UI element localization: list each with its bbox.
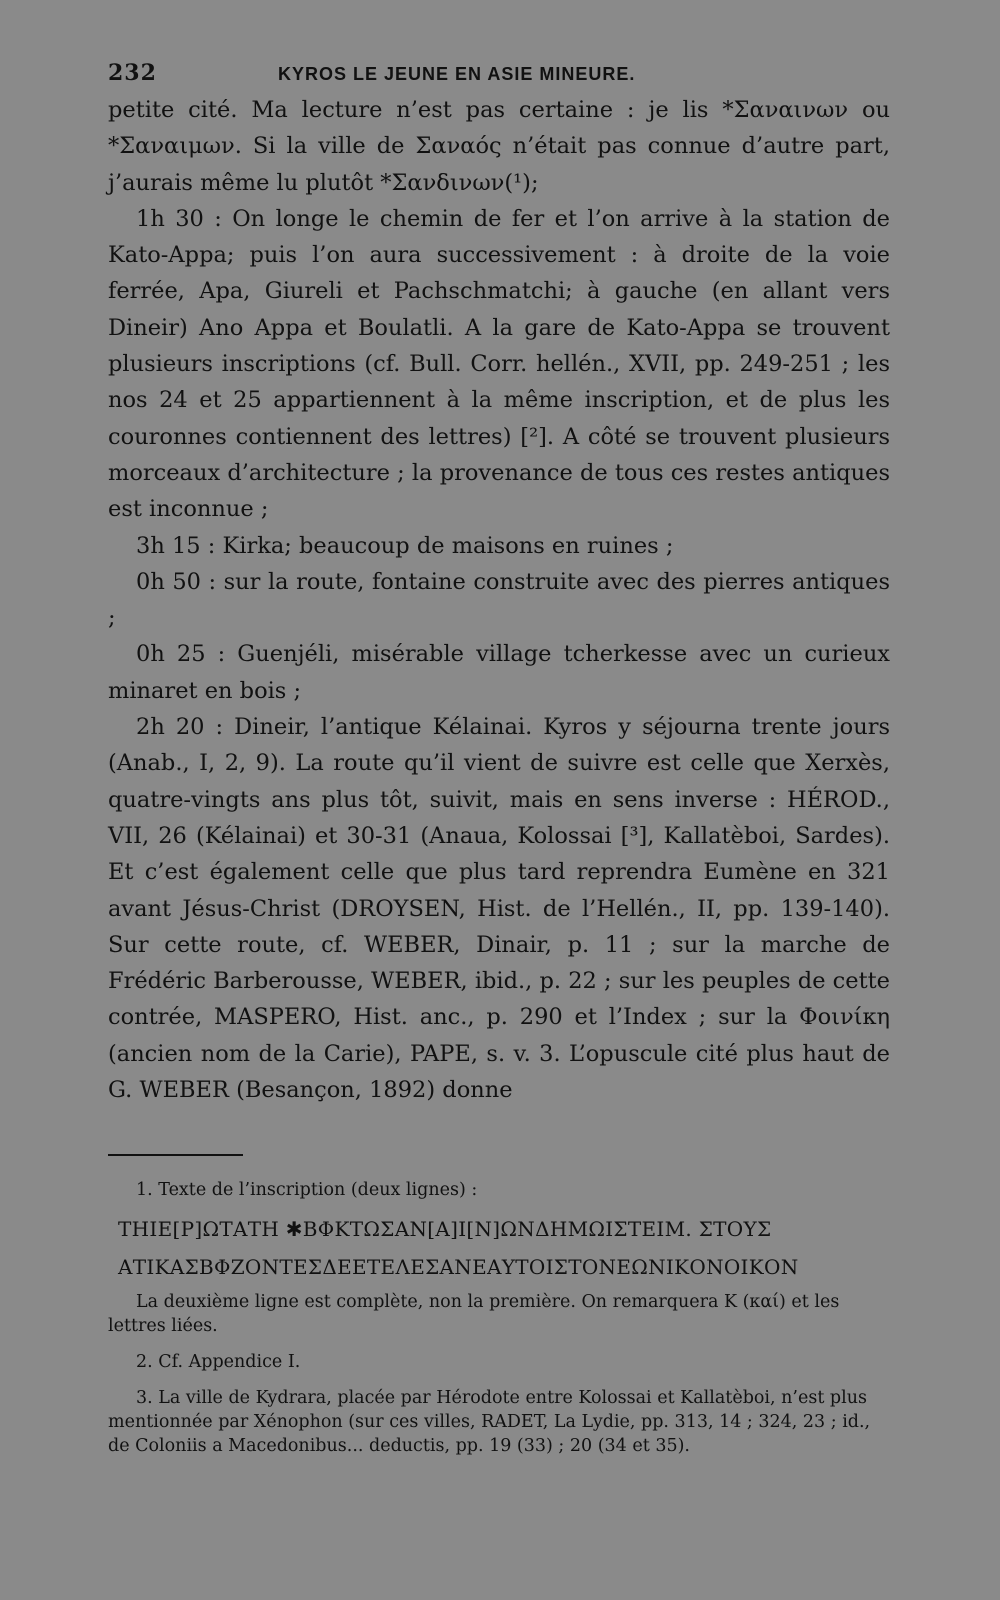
footnote-1-note: La deuxième ligne est complète, non la première. On remarquera Κ (καί) et les lettres liées. — [108, 1292, 840, 1337]
running-head — [108, 52, 890, 92]
paragraph: 3h 15 : Kirka; beaucoup de maisons en ruines ; — [136, 532, 674, 559]
running-title: KYROS LE JEUNE EN ASIE MINEURE. — [278, 64, 636, 84]
footnote-1-intro: 1. Texte de l’inscription (deux lignes) : — [136, 1180, 478, 1201]
footnote-2: 2. Cf. Appendice I. — [136, 1352, 301, 1373]
paragraph: petite cité. Ma lecture n’est pas certaine : je lis *Σαναινων ou *Σαναιμων. Si la ville de Σαναός n’était pas connue d’autre part, j’aurais même lu plutôt *Σανδινων(¹); — [108, 97, 890, 196]
main-text — [108, 92, 890, 1108]
inscription-line-2: ΑΤΙΚΑΣΒΦΖΟΝΤΕΣΔΕΕΤΕΛΕΣΑΝΕΑΥΤΟΙΣΤΟΝΕΩΝΙΚΟΝΟΙΚΟΝ — [118, 1255, 799, 1280]
inscription-line-1: ΤΗΙΕ[Ρ]ΩΤΑΤΗ ✱ΒΦΚΤΩΣΑΝ[Α]Ι[Ν]ΩΝΔΗΜΩΙΣΤΕΙΜ. ΣΤΟΥΣ — [118, 1217, 772, 1242]
footnote-separator — [108, 1154, 243, 1156]
paragraph: 0h 25 : Guenjéli, misérable village tcherkesse avec un curieux minaret en bois ; — [108, 641, 890, 704]
footnotes — [108, 1178, 890, 1458]
paragraph: 2h 20 : Dineir, l’antique Kélainai. Kyros y séjourna trente jours (Anab., I, 2, 9). La route qu’il vient de suivre est celle que Xerxès, quatre-vingts ans plus tôt, suivit, mais en sens inverse : HÉROD., VII, 26 (Kélainai) et 30-31 (Anaua, Kolossai [³], Kallatèboi, Sardes). Et c’est également celle que plus tard reprendra Eumène en 321 avant Jésus-Christ (DROYSEN, Hist. de l’Hellén., II, pp. 139-140). Sur cette route, cf. WEBER, Dinair, p. 11 ; sur la marche de Frédéric Barberousse, WEBER, ibid., p. 22 ; sur les peuples de cette contrée, MASPERO, Hist. anc., p. 290 et l’Index ; sur la Φοινίκη (ancien nom de la Carie), PAPE, s. v. 3. L’opuscule cité plus haut de G. WEBER (Besançon, 1892) donne — [108, 714, 890, 1104]
paragraph: 0h 50 : sur la route, fontaine construite avec des pierres antiques ; — [108, 568, 890, 632]
page-number: 232 — [108, 60, 157, 86]
paragraph: 1h 30 : On longe le chemin de fer et l’on arrive à la station de Kato-Appa; puis l’on aura successivement : à droite de la voie ferrée, Apa, Giureli et Pachschmatchi; à gauche (en allant vers Dineir) Ano Appa et Boulatli. A la gare de Kato-Appa se trouvent plusieurs inscriptions (cf. Bull. Corr. hellén., XVII, pp. 249-251 ; les nos 24 et 25 appartiennent à la même inscription, et de plus les couronnes contiennent des lettres) [²]. A côté se trouvent plusieurs morceaux d’architecture ; la provenance de tous ces restes antiques est inconnue ; — [108, 205, 890, 523]
footnote-3: 3. La ville de Kydrara, placée par Hérodote entre Kolossai et Kallatèboi, n’est plus mentionnée par Xénophon (sur ces villes, RADET, La Lydie, pp. 313, 14 ; 324, 23 ; id., de Coloniis a Macedonibus... deductis, pp. 19 (33) ; 20 (34 et 35). — [108, 1388, 871, 1457]
